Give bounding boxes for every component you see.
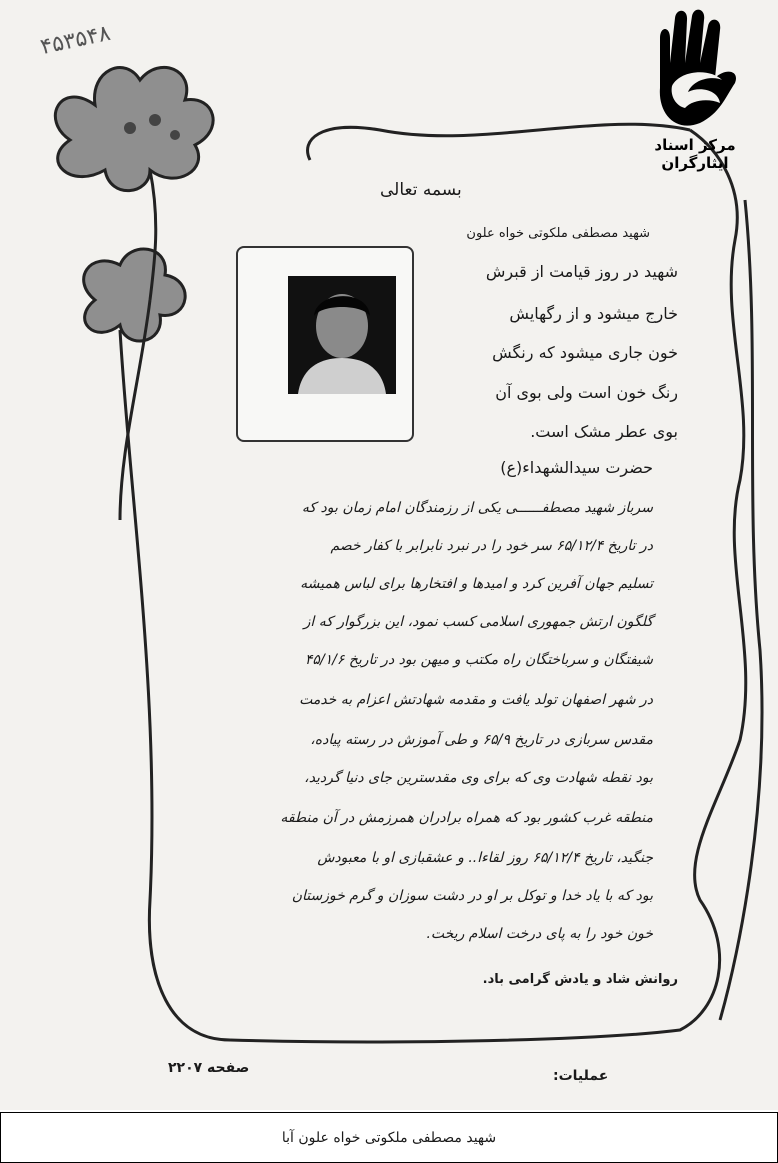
body-line: مقدس سربازی در تاریخ ۶۵/۹ و طی آموزش در رسته پیاده،: [310, 732, 653, 748]
body-line: در تاریخ ۶۵/۱۲/۴ سر خود را در نبرد نابرابر با کفار خصم: [330, 538, 653, 554]
archive-code: ۴۵۳۵۴۸: [38, 20, 113, 61]
body-line: خون خود را به پای درخت اسلام ریخت.: [426, 926, 653, 942]
quote-line: بوی عطر مشک است.: [530, 422, 678, 441]
body-line: شیفتگان و سرباختگان راه مکتب و میهن بود در تاریخ ۴۵/۱/۶: [304, 652, 653, 668]
page-number: صفحه ۲۲۰۷: [168, 1060, 250, 1076]
body-line: تسلیم جهان آفرین کرد و امیدها و افتخارها برای لباس همیشه: [300, 576, 653, 592]
caption: شهید مصطفی ملکوتی خواه علون آبا: [281, 1129, 497, 1146]
heading: بسمه تعالی: [380, 180, 462, 200]
operations-label: عملیات:: [553, 1068, 609, 1084]
caption-box: [0, 1112, 778, 1163]
photo-frame: [236, 246, 414, 442]
quote-line: رنگ خون است ولی بوی آن: [495, 383, 678, 402]
body-line: منطقه غرب کشور بود که همراه برادران همرزمش در آن منطقه: [280, 810, 653, 826]
quote-line: خارج میشود و از رگهایش: [509, 304, 678, 323]
martyr-name: شهید مصطفی ملکوتی خواه علون: [466, 226, 650, 241]
logo-text: مرکز اسناد ایثارگران: [654, 136, 736, 172]
body-line: جنگید، تاریخ ۶۵/۱۲/۴ روز لقاءا.. و عشقبازی او با معبودش: [317, 850, 653, 866]
body-line: سرباز شهید مصطفــــــی یکی از رزمندگان امام زمان بود که: [301, 500, 653, 516]
quote-line: شهید در روز قیامت از قبرش: [485, 262, 678, 281]
body-line: در شهر اصفهان تولد یافت و مقدمه شهادتش اعزام به خدمت: [299, 692, 653, 708]
logo: [630, 8, 770, 172]
body-line: بود نقطه شهادت وی که برای وی مقدسترین جای دنیا گردید،: [304, 770, 653, 786]
martyr-photo: [288, 276, 396, 394]
hand-logo-icon: [630, 8, 770, 138]
quote-source: حضرت سیدالشهداء(ع): [500, 458, 653, 477]
closing-line: روانش شاد و یادش گرامی باد.: [482, 972, 678, 987]
body-line: بود که با یاد خدا و توکل بر او در دشت سوزان و گرم خوزستان: [291, 888, 653, 904]
quote-line: خون جاری میشود که رنگش: [492, 343, 678, 362]
body-line: گلگون ارتش جمهوری اسلامی کسب نمود، این بزرگوار که از: [303, 614, 653, 630]
